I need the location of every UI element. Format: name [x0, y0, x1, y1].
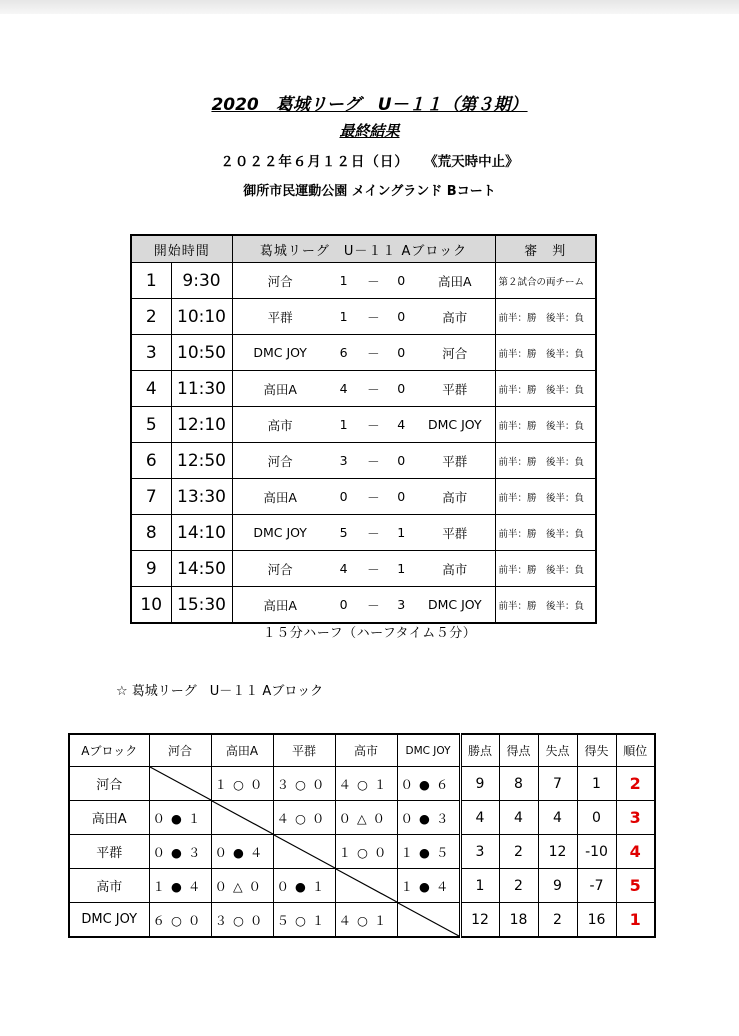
schedule-header-row [131, 235, 596, 263]
team-name: 高市 [69, 869, 149, 903]
match-number: 7 [131, 479, 171, 515]
home-score: 1 [339, 309, 348, 324]
home-team: 平群 [267, 309, 293, 325]
match-schedule-table [130, 234, 597, 624]
match-result: ０ △ ０ [335, 801, 397, 835]
home-score: 3 [339, 453, 348, 468]
match-time: 10:10 [171, 299, 232, 335]
diagonal-line [150, 767, 211, 800]
home-score: 4 [339, 381, 348, 396]
match-result: １ ● ５ [397, 835, 460, 869]
away-score: 0 [397, 345, 406, 360]
away-score: 4 [397, 417, 406, 432]
referee: 前半：勝 後半：負 [495, 371, 596, 407]
schedule-row [131, 515, 596, 551]
standings-row [69, 801, 655, 835]
home-score: 5 [339, 525, 348, 540]
match-cell [232, 371, 495, 407]
match-number: 3 [131, 335, 171, 371]
match-cell [232, 515, 495, 551]
match-time: 11:30 [171, 371, 232, 407]
match-result: １ ○ ０ [211, 767, 273, 801]
standings-row [69, 835, 655, 869]
header-block: 葛城リーグ U－１１ Aブロック [232, 235, 495, 263]
standings-header-cell: 平群 [273, 734, 335, 767]
referee: 前半：勝 後半：負 [495, 551, 596, 587]
rank: 5 [616, 869, 655, 903]
rank: 4 [616, 835, 655, 869]
schedule-row [131, 407, 596, 443]
page-subtitle: 最終結果 [339, 122, 400, 140]
away-score: 0 [397, 273, 406, 288]
diagonal-cell [335, 869, 397, 903]
score-dash: － [367, 273, 380, 289]
match-result: ３ ○ ０ [211, 903, 273, 938]
goals-for: 18 [499, 903, 538, 938]
standings-table [68, 733, 656, 938]
match-time: 13:30 [171, 479, 232, 515]
referee: 第２試合の両チーム [495, 263, 596, 299]
away-team: 高市 [442, 309, 468, 325]
goal-difference: 1 [577, 767, 616, 801]
referee: 前半：勝 後半：負 [495, 407, 596, 443]
standings-body [69, 767, 655, 938]
referee: 前半：勝 後半：負 [495, 479, 596, 515]
match-result: ０ ● ３ [149, 835, 211, 869]
team-name: 河合 [69, 767, 149, 801]
match-result: ４ ○ １ [335, 767, 397, 801]
team-name: 高田A [69, 801, 149, 835]
schedule-row [131, 335, 596, 371]
standings-row [69, 767, 655, 801]
match-result: ３ ○ ０ [273, 767, 335, 801]
match-number: 5 [131, 407, 171, 443]
standings-header-cell: 失点 [538, 734, 577, 767]
standings-header-cell: 得点 [499, 734, 538, 767]
rank: 2 [616, 767, 655, 801]
header-start-time: 開始時間 [131, 235, 232, 263]
referee: 前半：勝 後半：負 [495, 443, 596, 479]
score-dash: － [367, 453, 380, 469]
home-team: 高田A [263, 381, 297, 397]
match-number: 9 [131, 551, 171, 587]
diagonal-cell [211, 801, 273, 835]
away-score: 1 [397, 525, 406, 540]
match-time: 14:10 [171, 515, 232, 551]
match-result: １ ● ４ [397, 869, 460, 903]
goals-against: 12 [538, 835, 577, 869]
goals-against: 4 [538, 801, 577, 835]
standings-header-cell: Aブロック [69, 734, 149, 767]
away-team: 平群 [442, 381, 468, 397]
match-result: ０ ● １ [273, 869, 335, 903]
match-result: ０ △ ０ [211, 869, 273, 903]
venue: 御所市民運動公園 メイングランド Bコート [243, 184, 496, 199]
goal-difference: -10 [577, 835, 616, 869]
match-result: １ ● ４ [149, 869, 211, 903]
match-cell [232, 299, 495, 335]
match-result: ０ ● ３ [397, 801, 460, 835]
goals-for: 4 [499, 801, 538, 835]
event-date-note: 《荒天時中止》 [430, 154, 519, 170]
diagonal-cell [397, 903, 460, 938]
home-score: 6 [339, 345, 348, 360]
points: 1 [460, 869, 499, 903]
away-score: 1 [397, 561, 406, 576]
match-result: ６ ○ ０ [149, 903, 211, 938]
goals-against: 2 [538, 903, 577, 938]
home-team: 河合 [267, 561, 293, 577]
match-result: ０ ● １ [149, 801, 211, 835]
standings-header-cell: 高市 [335, 734, 397, 767]
diagonal-line [274, 835, 335, 868]
viewer-top-bar [0, 0, 739, 14]
goals-for: 2 [499, 869, 538, 903]
home-score: 0 [339, 597, 348, 612]
diagonal-cell [149, 767, 211, 801]
diagonal-cell [273, 835, 335, 869]
match-result: ０ ● ６ [397, 767, 460, 801]
away-score: 0 [397, 381, 406, 396]
diagonal-line [336, 869, 397, 902]
diagonal-line [212, 801, 273, 834]
home-team: 高田A [263, 597, 297, 613]
standings-row [69, 869, 655, 903]
match-cell [232, 551, 495, 587]
away-score: 0 [397, 309, 406, 324]
score-dash: － [367, 309, 380, 325]
home-team: 高田A [263, 489, 297, 505]
goals-for: 8 [499, 767, 538, 801]
match-cell [232, 263, 495, 299]
match-cell [232, 587, 495, 624]
home-team: 高市 [267, 417, 293, 433]
standings-heading: ☆ 葛城リーグ U－１１ Aブロック [116, 684, 324, 699]
match-cell [232, 479, 495, 515]
standings-header-cell: 河合 [149, 734, 211, 767]
match-number: 4 [131, 371, 171, 407]
away-team: 高田A [438, 273, 472, 289]
away-score: 0 [397, 453, 406, 468]
standings-header-cell: DMC JOY [397, 734, 460, 767]
match-cell [232, 407, 495, 443]
match-number: 10 [131, 587, 171, 624]
rank: 3 [616, 801, 655, 835]
away-team: 平群 [442, 525, 468, 541]
match-time: 12:50 [171, 443, 232, 479]
team-name: 平群 [69, 835, 149, 869]
home-score: 1 [339, 273, 348, 288]
away-score: 3 [397, 597, 406, 612]
goal-difference: -7 [577, 869, 616, 903]
page-title: 2020 葛城リーグ U－１１（第３期） [211, 95, 528, 115]
home-team: 河合 [267, 453, 293, 469]
away-score: 0 [397, 489, 406, 504]
standings-header-cell: 順位 [616, 734, 655, 767]
match-time: 15:30 [171, 587, 232, 624]
event-date [0, 150, 739, 170]
referee: 前半：勝 後半：負 [495, 515, 596, 551]
schedule-body [131, 263, 596, 624]
match-cell [232, 443, 495, 479]
schedule-row [131, 299, 596, 335]
standings-header-cell: 勝点 [460, 734, 499, 767]
schedule-row [131, 263, 596, 299]
referee: 前半：勝 後半：負 [495, 335, 596, 371]
home-score: 4 [339, 561, 348, 576]
header-referee: 審 判 [495, 235, 596, 263]
points: 12 [460, 903, 499, 938]
score-dash: － [367, 525, 380, 541]
goal-difference: 0 [577, 801, 616, 835]
points: 3 [460, 835, 499, 869]
standings-header-cell: 高田A [211, 734, 273, 767]
match-result: １ ○ ０ [335, 835, 397, 869]
home-score: 1 [339, 417, 348, 432]
team-name: DMC JOY [69, 903, 149, 938]
match-time: 14:50 [171, 551, 232, 587]
match-number: 2 [131, 299, 171, 335]
half-time-note: １５分ハーフ（ハーフタイム５分） [262, 626, 477, 641]
goals-for: 2 [499, 835, 538, 869]
score-dash: － [367, 381, 380, 397]
match-number: 6 [131, 443, 171, 479]
points: 4 [460, 801, 499, 835]
rank: 1 [616, 903, 655, 938]
away-team: DMC JOY [427, 417, 482, 432]
score-dash: － [367, 561, 380, 577]
score-dash: － [367, 417, 380, 433]
match-time: 10:50 [171, 335, 232, 371]
schedule-row [131, 371, 596, 407]
away-team: DMC JOY [427, 597, 482, 612]
match-result: ４ ○ １ [335, 903, 397, 938]
points: 9 [460, 767, 499, 801]
away-team: 平群 [442, 453, 468, 469]
event-date-text: ２０２２年６月１２日（日） [220, 154, 409, 170]
away-team: 高市 [442, 561, 468, 577]
home-team: DMC JOY [253, 525, 307, 540]
score-dash: － [367, 345, 380, 361]
match-result: ０ ● ４ [211, 835, 273, 869]
match-number: 1 [131, 263, 171, 299]
home-team: 河合 [267, 273, 293, 289]
match-time: 12:10 [171, 407, 232, 443]
goal-difference: 16 [577, 903, 616, 938]
home-score: 0 [339, 489, 348, 504]
goals-against: 9 [538, 869, 577, 903]
away-team: 河合 [442, 345, 468, 361]
referee: 前半：勝 後半：負 [495, 299, 596, 335]
schedule-row [131, 587, 596, 624]
schedule-row [131, 443, 596, 479]
match-number: 8 [131, 515, 171, 551]
away-team: 高市 [442, 489, 468, 505]
standings-row [69, 903, 655, 938]
referee: 前半：勝 後半：負 [495, 587, 596, 624]
standings-header-row [69, 734, 655, 767]
score-dash: － [367, 489, 380, 505]
match-cell [232, 335, 495, 371]
standings-header-cell: 得失 [577, 734, 616, 767]
diagonal-line [398, 903, 459, 936]
schedule-row [131, 551, 596, 587]
home-team: DMC JOY [253, 345, 307, 360]
schedule-row [131, 479, 596, 515]
score-dash: － [367, 597, 380, 613]
match-time: 9:30 [171, 263, 232, 299]
goals-against: 7 [538, 767, 577, 801]
match-result: ５ ○ １ [273, 903, 335, 938]
match-result: ４ ○ ０ [273, 801, 335, 835]
